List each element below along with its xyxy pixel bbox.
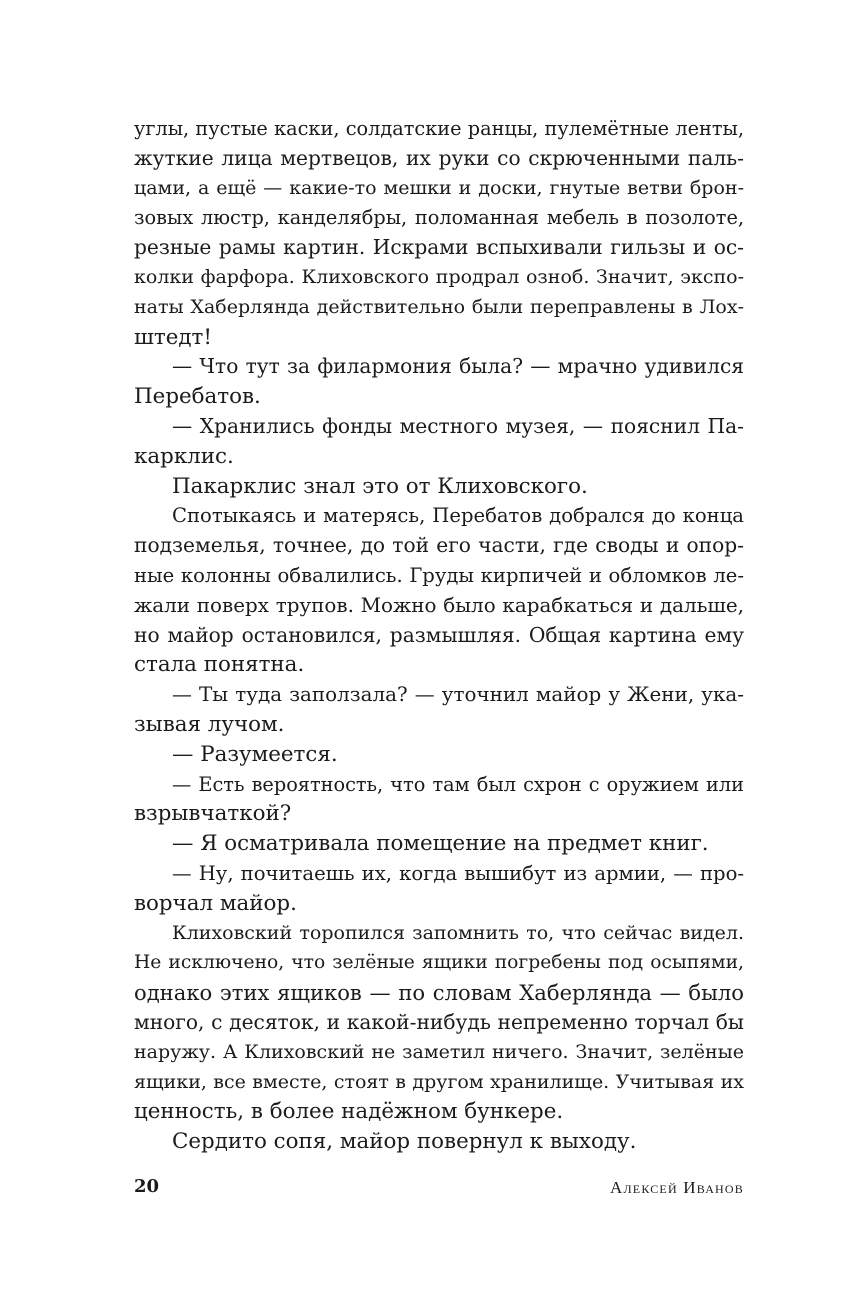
text-line: стала понятна. [134, 652, 305, 678]
text-line: ворчал майор. [134, 890, 297, 916]
text-line: Пакарклис знал это от Клиховского. [172, 473, 588, 499]
text-line: — Что тут за филармония была? — мрачно удивился [172, 354, 744, 379]
text-line: — Хранились фонды местного музея, — пояснил Па- [172, 413, 744, 438]
text-line: жали поверх трупов. Можно было карабкаться и дальше, [134, 593, 744, 617]
running-head-author: Алексей Иванов [609, 1178, 744, 1197]
text-line: однако этих ящиков — по словам Хаберлянда — было [134, 980, 744, 1006]
text-line: наты Хаберлянда действительно были переправлены в Лох- [134, 295, 744, 318]
text-line: — Ты туда заползала? — уточнил майор у Жени, ука- [172, 683, 744, 707]
text-line: подземелья, точнее, до той его части, где своды и опор- [134, 533, 744, 558]
text-line: — Разумеется. [172, 741, 338, 767]
text-line: но майор остановился, размышляя. Общая картина ему [134, 622, 744, 647]
text-line: цами, а ещё — какие-то мешки и доски, гнутые ветви брон- [134, 176, 744, 199]
text-line: колки фарфора. Клиховского продрал озноб. Значит, экспо- [134, 265, 744, 288]
text-line: — Ну, почитаешь их, когда вышибут из армии, — про- [172, 861, 744, 885]
text-line: много, с десяток, и какой-нибудь непременно торчал бы [134, 1009, 744, 1034]
text-line: зовых люстр, канделябры, поломанная мебель в позолоте, [134, 206, 744, 230]
text-line: Не исключено, что зелёные ящики погребены под осыпями, [134, 952, 744, 974]
text-line: Сердито сопя, майор повернул к выходу. [172, 1129, 637, 1155]
text-line: ные колонны обвалились. Груды кирпичей и обломков ле- [134, 563, 744, 587]
page-number: 20 [134, 1176, 160, 1197]
text-line: Спотыкаясь и матерясь, Перебатов добрался до конца [172, 504, 744, 528]
text-line: зывая лучом. [134, 711, 285, 737]
text-line: взрывчаткой? [134, 801, 292, 827]
text-line: — Я осматривала помещение на предмет книг. [172, 831, 709, 857]
text-line: штедт! [134, 324, 212, 350]
body-text [134, 114, 744, 1157]
text-line: ценность, в более надёжном бункере. [134, 1099, 564, 1125]
text-line: Клиховский торопился запомнить то, что сейчас видел. [172, 921, 744, 944]
text-line: ящики, все вместе, стоят в другом хранилище. Учитывая их [134, 1070, 744, 1093]
text-line: Перебатов. [134, 384, 261, 410]
text-line: резные рамы картин. Искрами вспыхивали гильзы и ос- [134, 235, 744, 260]
text-line: карклис. [134, 443, 234, 469]
text-line: углы, пустые каски, солдатские ранцы, пулемётные ленты, [134, 117, 744, 140]
text-line: — Есть вероятность, что там был схрон с оружием или [172, 772, 744, 796]
text-line: жуткие лица мертвецов, их руки со скрюченными паль- [134, 145, 744, 170]
page-footer [134, 1176, 744, 1202]
text-line: наружу. А Клиховский не заметил ничего. Значит, зелёные [134, 1040, 744, 1063]
